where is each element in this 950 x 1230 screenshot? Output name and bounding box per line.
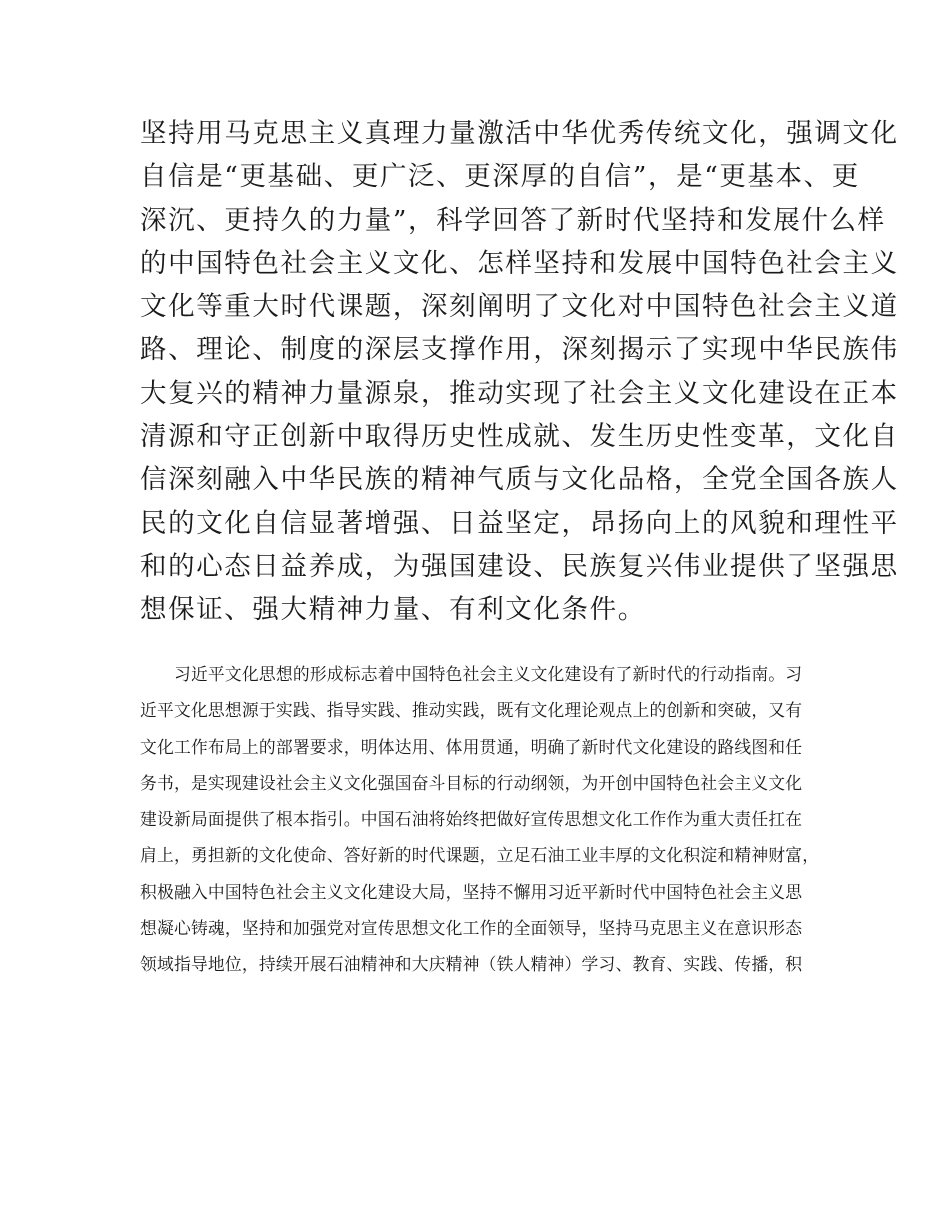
text-line: 大复兴的精神力量源泉，推动实现了社会主义文化建设在正本 <box>140 377 899 409</box>
text-line: 文化工作布局上的部署要求，明体达用、体用贯通，明确了新时代文化建设的路线图和任 <box>140 736 803 757</box>
text-line: 领域指导地位，持续开展石油精神和大庆精神（铁人精神）学习、教育、实践、传播，积 <box>140 954 803 975</box>
text-line: 想保证、强大精神力量、有利文化条件。 <box>140 594 646 626</box>
text-line: 清源和守正创新中取得历史性成就、发生历史性变革，文化自 <box>140 421 899 453</box>
text-line: 路、理论、制度的深层支撑作用，深刻揭示了实现中华民族伟 <box>140 334 899 366</box>
text-line: 务书，是实现建设社会主义文化强国奋斗目标的行动纲领，为开创中国特色社会主义文化 <box>140 772 803 793</box>
text-line: 积极融入中国特色社会主义文化建设大局，坚持不懈用习近平新时代中国特色社会主义思 <box>140 881 803 902</box>
text-line: 自信是“更基础、更广泛、更深厚的自信”，是“更基本、更 <box>140 161 860 193</box>
text-line: 文化等重大时代课题，深刻阐明了文化对中国特色社会主义道 <box>140 291 899 323</box>
paragraph-large <box>140 112 899 632</box>
text-line: 和的心态日益养成，为强国建设、民族复兴伟业提供了坚强思 <box>140 550 899 582</box>
text-line: 想凝心铸魂，坚持和加强党对宣传思想文化工作的全面领导，坚持马克思主义在意识形态 <box>140 918 803 939</box>
text-line: 信深刻融入中华民族的精神气质与文化品格，全党全国各族人 <box>140 464 899 496</box>
text-line: 坚持用马克思主义真理力量激活中华优秀传统文化，强调文化 <box>140 118 899 149</box>
paragraph-small <box>140 656 830 983</box>
text-line: 近平文化思想源于实践、指导实践、推动实践，既有文化理论观点上的创新和突破，又有 <box>140 700 803 721</box>
text-line: 肩上，勇担新的文化使命、答好新的时代课题，立足石油工业丰厚的文化积淀和精神财富， <box>140 845 820 866</box>
text-line: 习近平文化思想的形成标志着中国特色社会主义文化建设有了新时代的行动指南。习 <box>140 664 803 684</box>
text-line: 民的文化自信显著增强、日益坚定，昂扬向上的风貌和理性平 <box>140 507 899 539</box>
text-line: 的中国特色社会主义文化、怎样坚持和发展中国特色社会主义 <box>140 247 899 279</box>
text-line: 建设新局面提供了根本指引。中国石油将始终把做好宣传思想文化工作作为重大责任扛在 <box>140 809 803 830</box>
text-line: 深沉、更持久的力量”，科学回答了新时代坚持和发展什么样 <box>140 204 886 236</box>
